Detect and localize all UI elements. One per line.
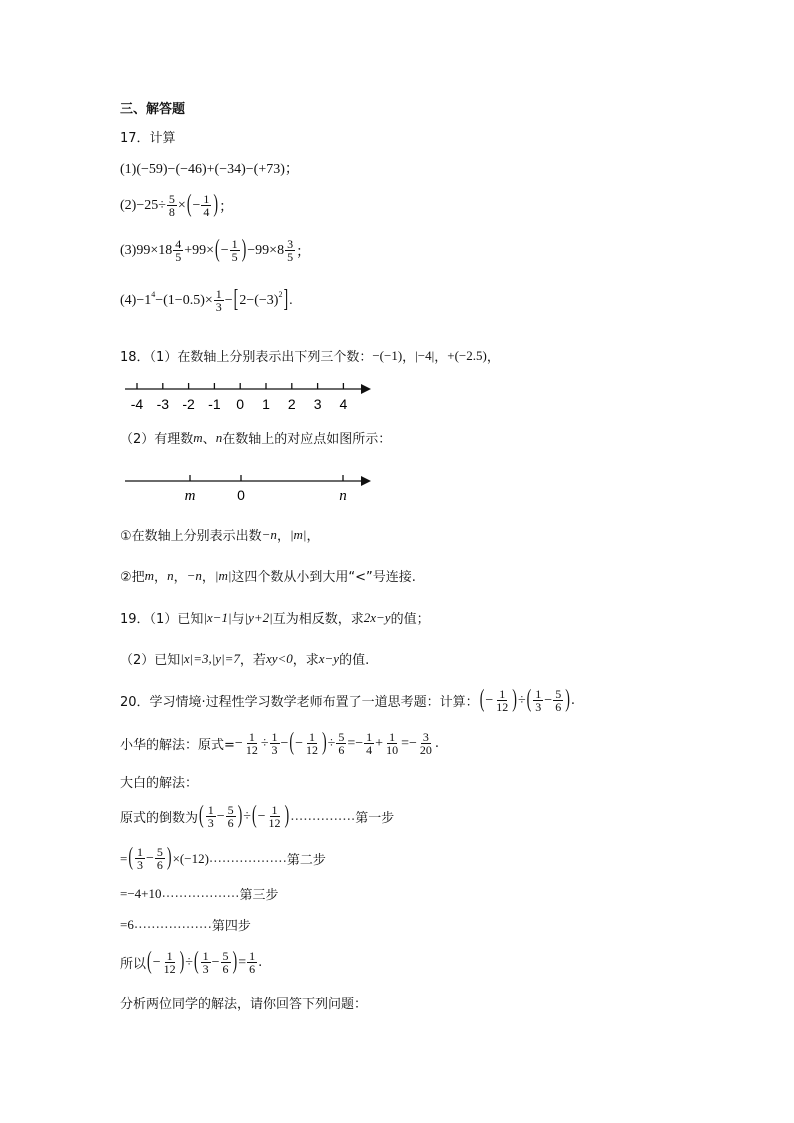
q19-line2: （2）已知 |x|=3,|y|=7 ，若 xy<0 ，求 x−y 的值. — [120, 650, 370, 668]
q17-label: 17．计算 — [120, 131, 176, 146]
q20-xiaohua: 小华的解法：原式= − $\frac{1}{12}$ ÷ $\frac{1}{3}$ − ( − $\frac{1}{12}$ ) ÷ $\frac{5}{6}$ = − $\frac{1}{4}$ + $\frac{1}{10}$ = − $\frac{3}{20}$ . — [120, 729, 440, 757]
number-line-1 — [125, 380, 375, 416]
q20-analysis: 分析两位同学的解法，请你回答下列问题： — [120, 997, 368, 1012]
tick-label: 2 — [287, 396, 296, 412]
tick-label: 0 — [236, 396, 245, 412]
tick-label: -2 — [182, 396, 195, 412]
q20-line1: 20．学习情境·过程性学习数学老师布置了一道思考题：计算： ( − $\frac{1}{12}$ ) ÷ ( $\frac{1}{3}$ − $\frac{5}{6}$ ) . — [120, 686, 576, 714]
q20-step2: = ( $\frac{1}{3}$ − $\frac{5}{6}$ ) ×(−12) ……………… 第二步 — [120, 844, 326, 872]
q17-part2: (2)−25÷ $\frac{5}{8}$ × ( − $\frac{1}{4}$ ) ； — [120, 191, 234, 219]
q20-step3: =−4+10 ……………… 第三步 — [120, 885, 279, 903]
arrow-head-icon — [361, 384, 371, 394]
number-line-2 — [125, 473, 375, 509]
section-title: 三、解答题 — [120, 102, 186, 117]
tick-label: -4 — [130, 396, 144, 412]
q20-expression: ( − $\frac{1}{12}$ ) ÷ ( $\frac{1}{3}$ − $\frac{5}{6}$ ) — [479, 686, 570, 714]
tick-label: 1 — [262, 396, 270, 412]
label-n: n — [339, 488, 347, 504]
q20-step1: 原式的倒数为 ( $\frac{1}{3}$ − $\frac{5}{6}$ ) ÷ ( − $\frac{1}{12}$ ) …………… 第一步 — [120, 802, 395, 830]
q20-step5: 所以 ( − $\frac{1}{12}$ ) ÷ ( $\frac{1}{3}$ − $\frac{5}{6}$ ) = $\frac{1}{6}$ . — [120, 948, 263, 976]
q18-line1: 18．（1）在数轴上分别表示出下列三个数： −(−1) ， |−4| ， +(−2.5) ， — [120, 347, 500, 365]
fraction-1-4: $\frac{1}{4}$ — [203, 192, 210, 219]
tick-label: -1 — [208, 396, 221, 412]
arrow-head-icon — [361, 476, 371, 486]
fraction-1-3: $\frac{1}{3}$ — [215, 287, 222, 314]
tick-label: -3 — [156, 396, 170, 412]
tick-label: 4 — [339, 396, 348, 412]
label-m: m — [184, 488, 196, 504]
q18-line4: ②把 m ， n ， −n ， |m| 这四个数从小到大用“<”号连接. — [120, 567, 416, 585]
fraction-4-5: $\frac{4}{5}$ — [175, 237, 182, 264]
fraction-1-5: $\frac{1}{5}$ — [231, 237, 238, 264]
q17-part4: (4)−1 4 −(1−0.5)× $\frac{1}{3}$ − [ 2−(−3) 2 ] . — [120, 286, 293, 314]
q19-line1: 19．（1）已知 |x−1| 与 |y+2| 互为相反数，求 2x−y 的值； — [120, 609, 430, 627]
q18-line2: （2）有理数 m 、 n 在数轴上的对应点如图所示： — [120, 429, 392, 447]
q20-step4: =6 ……………… 第四步 — [120, 916, 251, 934]
q17-part1: (1)(−59)−(−46)+(−34)−(+73)； — [120, 162, 299, 177]
tick-label: 3 — [313, 396, 322, 412]
q17-part3: (3)99×18 $\frac{4}{5}$ +99× ( − $\frac{1}{5}$ ) −99×8 $\frac{3}{5}$ ； — [120, 236, 311, 264]
fraction-5-8: $\frac{5}{8}$ — [168, 192, 175, 219]
q18-line3: ①在数轴上分别表示出数 −n ， |m| ， — [120, 526, 320, 544]
fraction-3-5: $\frac{3}{5}$ — [287, 237, 294, 264]
q20-dabai-label: 大白的解法： — [120, 776, 199, 791]
xiaohua-expression: − $\frac{1}{12}$ ÷ $\frac{1}{3}$ − ( − $\frac{1}{12}$ ) ÷ $\frac{5}{6}$ = − $\frac{1}{4}$ + $\frac{1}{10}$ = − $\frac{3}{20}$ — [234, 729, 432, 757]
label-0: 0 — [237, 487, 245, 503]
